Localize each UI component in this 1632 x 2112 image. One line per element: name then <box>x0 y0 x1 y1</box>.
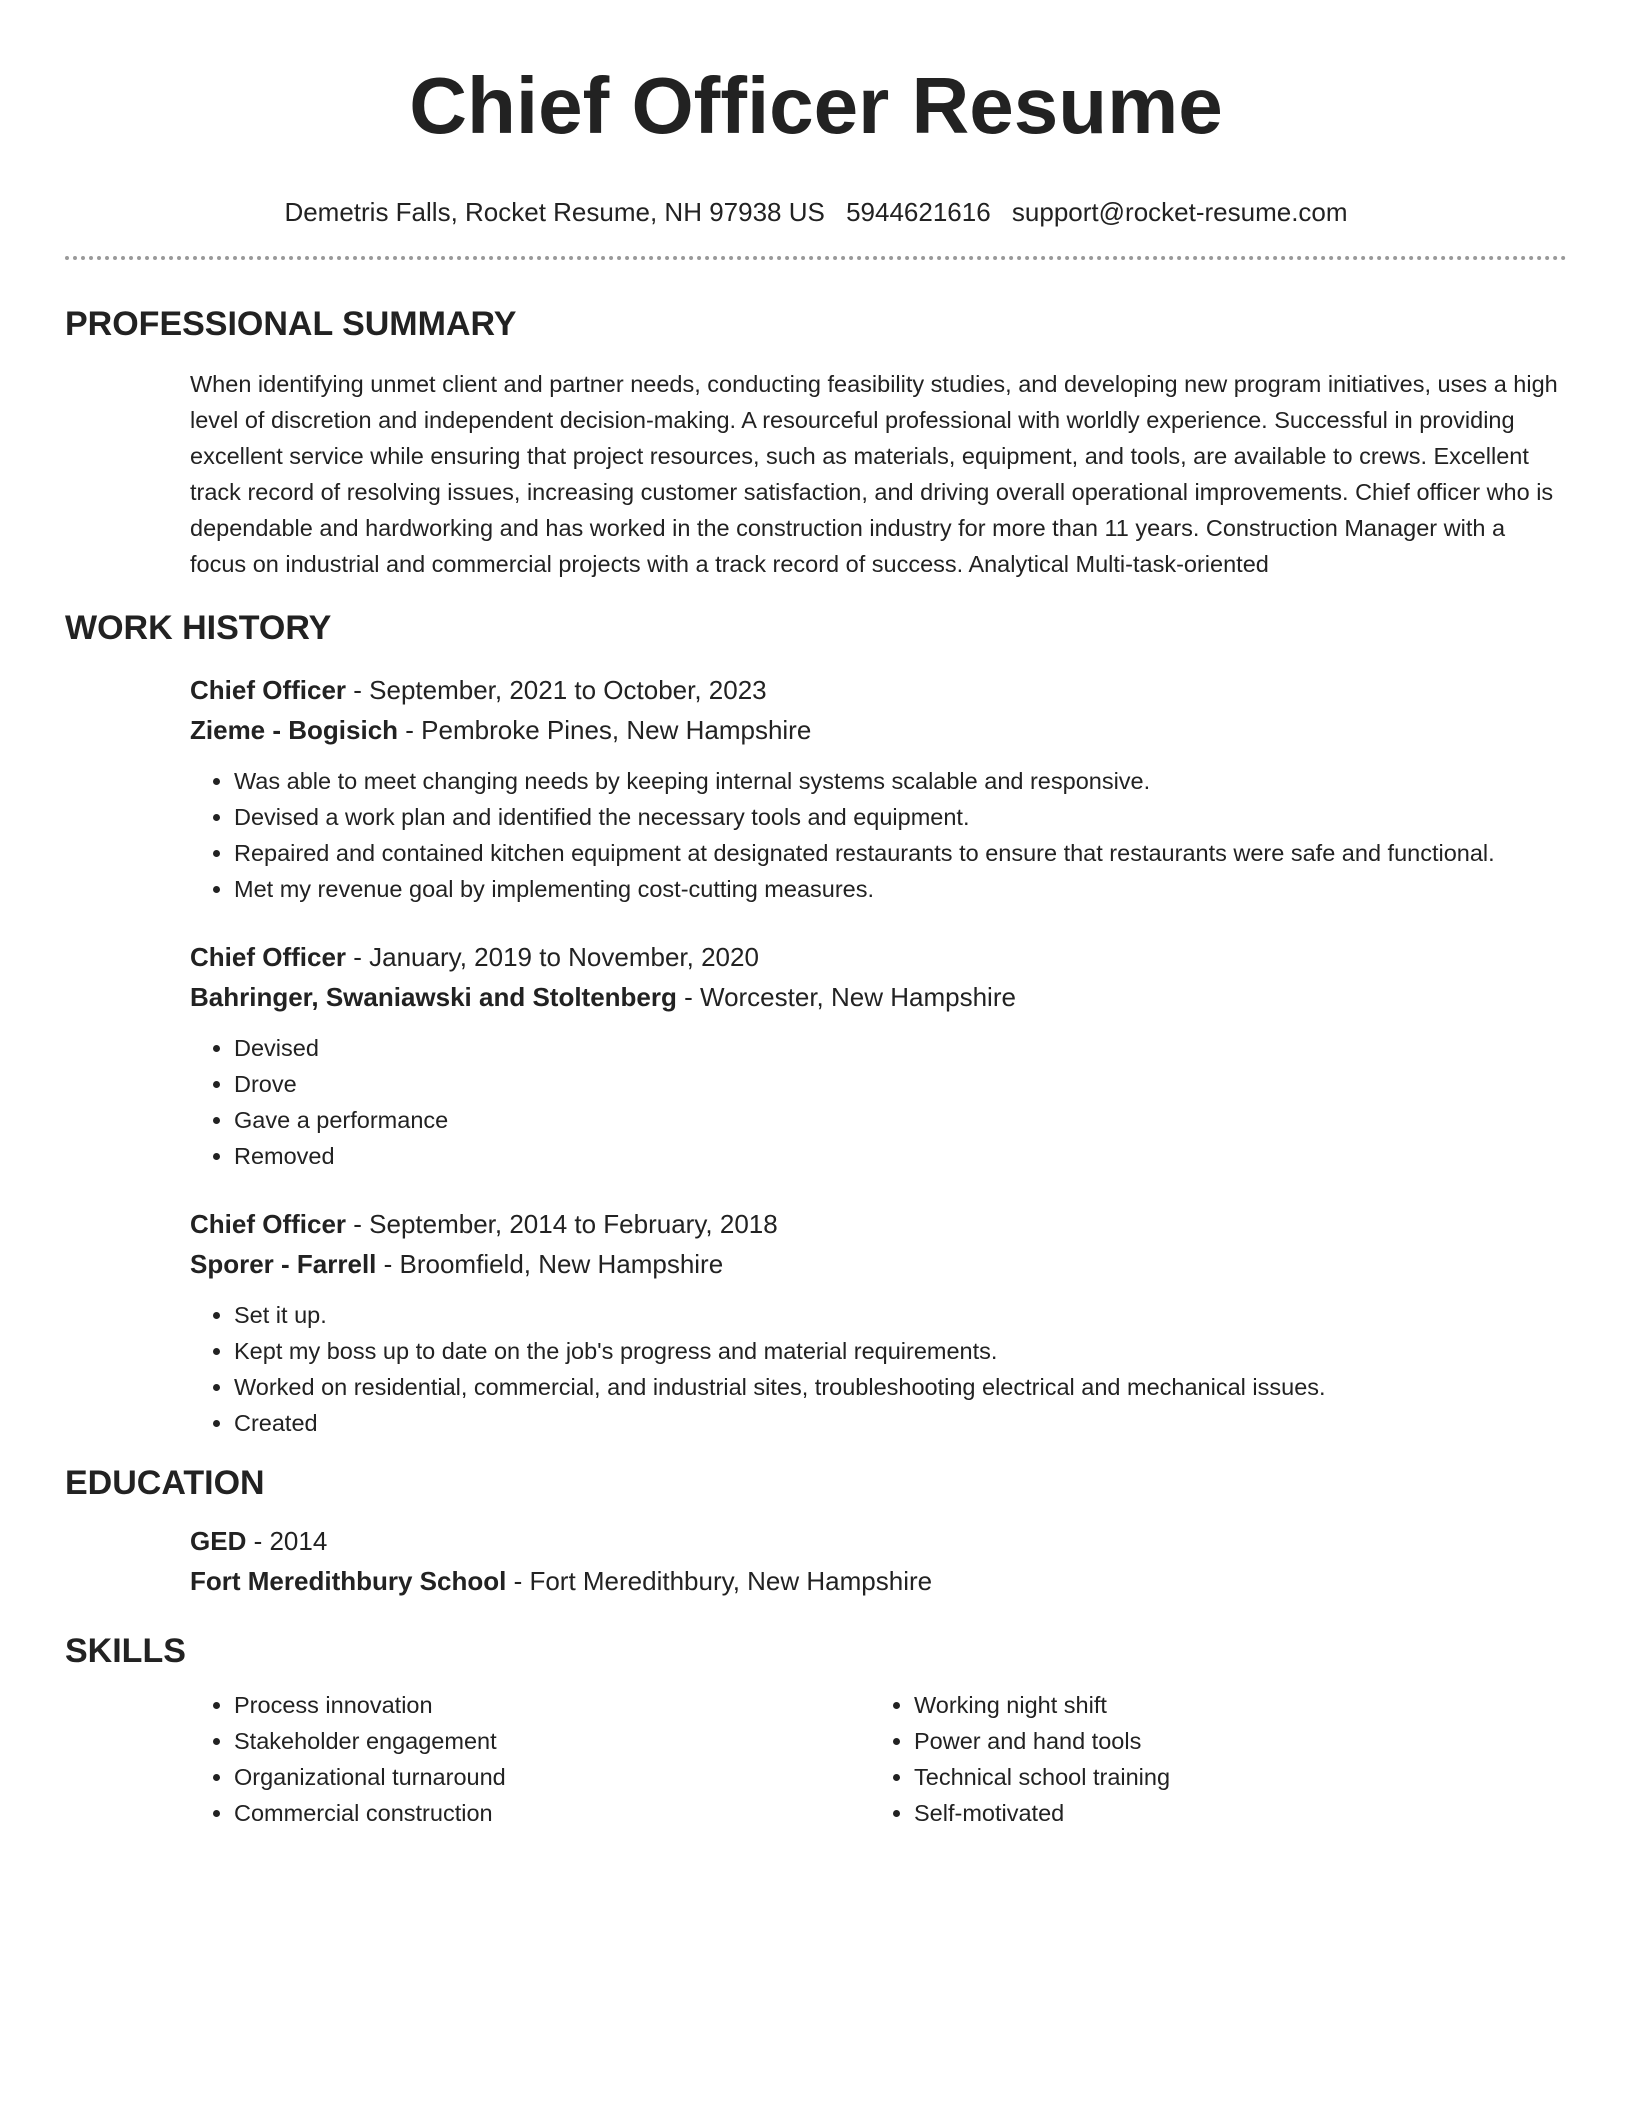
job-location: - Broomfield, New Hampshire <box>376 1249 724 1279</box>
skill-item: • Stakeholder engagement <box>234 1723 870 1759</box>
education-school-line <box>190 1561 1567 1601</box>
education-year: - 2014 <box>246 1526 328 1556</box>
job-bullets <box>190 1297 1567 1441</box>
skill-item: • Self-motivated <box>914 1795 1550 1831</box>
job-bullet: • Was able to meet changing needs by keeping internal systems scalable and responsive. <box>234 763 1567 799</box>
job-title: Chief Officer <box>190 942 347 972</box>
skill-item: • Power and hand tools <box>914 1723 1550 1759</box>
skills-bullets <box>190 1687 870 1831</box>
job-location: - Worcester, New Hampshire <box>676 982 1016 1012</box>
job-company: Sporer - Farrell <box>190 1249 377 1279</box>
skill-item: • Process innovation <box>234 1687 870 1723</box>
job-location: - Pembroke Pines, New Hampshire <box>398 715 812 745</box>
skills-column-left <box>190 1687 870 1831</box>
job-entry <box>190 1204 1567 1441</box>
summary-text: When identifying unmet client and partner needs, conducting feasibility studies, and developing new program initiatives, uses a high level of discretion and independent decision-making. A resourceful professional with worldly experience. Successful in providing excellent service while ensuring that project resources, such as materials, equipment, and tools, are available to crews. Excellent track record of resolving issues, increasing customer satisfaction, and driving overall operational improvements. Chief officer who is dependable and hardworking and has worked in the construction industry for more than 11 years. Construction Manager with a focus on industrial and commercial projects with a track record of success. Analytical Multi-task-oriented <box>190 371 1558 577</box>
job-bullets <box>190 1030 1567 1174</box>
job-company: Zieme - Bogisich <box>190 715 399 745</box>
contact-email: support@rocket-resume.com <box>1011 197 1348 227</box>
job-bullet: • Worked on residential, commercial, and industrial sites, troubleshooting electrical and mechanical issues. <box>234 1369 1567 1405</box>
job-company-line <box>190 977 1567 1017</box>
job-bullet: • Removed <box>234 1138 1567 1174</box>
job-title-line <box>190 937 1567 977</box>
job-bullet: • Set it up. <box>234 1297 1567 1333</box>
job-title-line <box>190 1204 1567 1244</box>
education-heading: EDUCATION <box>65 1464 265 1502</box>
job-dates: - September, 2014 to February, 2018 <box>346 1209 778 1239</box>
skill-item: • Commercial construction <box>234 1795 870 1831</box>
job-bullet: • Repaired and contained kitchen equipment at designated restaurants to ensure that restaurants were safe and functional. <box>234 835 1567 871</box>
header-divider <box>65 256 1567 260</box>
job-bullet: • Devised a work plan and identified the necessary tools and equipment. <box>234 799 1567 835</box>
skills-list <box>190 1687 1567 1831</box>
job-dates: - January, 2019 to November, 2020 <box>346 942 759 972</box>
education-location: - Fort Meredithbury, New Hampshire <box>506 1566 933 1596</box>
job-entry <box>190 937 1567 1174</box>
skill-item: • Organizational turnaround <box>234 1759 870 1795</box>
skill-item: • Technical school training <box>914 1759 1550 1795</box>
job-title: Chief Officer <box>190 675 347 705</box>
job-bullets <box>190 763 1567 907</box>
education-entry <box>190 1521 1567 1601</box>
job-company: Bahringer, Swaniawski and Stoltenberg <box>190 982 677 1012</box>
skill-item: • Working night shift <box>914 1687 1550 1723</box>
job-title-line <box>190 670 1567 710</box>
job-bullet: • Gave a performance <box>234 1102 1567 1138</box>
resume-title: Chief Officer Resume <box>409 61 1223 150</box>
education-degree-line <box>190 1521 1567 1561</box>
job-bullet: • Kept my boss up to date on the job's progress and material requirements. <box>234 1333 1567 1369</box>
job-bullet: • Drove <box>234 1066 1567 1102</box>
education-degree: GED <box>190 1526 247 1556</box>
job-bullet: • Met my revenue goal by implementing cost-cutting measures. <box>234 871 1567 907</box>
job-dates: - September, 2021 to October, 2023 <box>346 675 767 705</box>
skills-column-right <box>870 1687 1550 1831</box>
contact-address: Demetris Falls, Rocket Resume, NH 97938 US <box>284 197 825 227</box>
job-bullet: • Devised <box>234 1030 1567 1066</box>
job-company-line <box>190 710 1567 750</box>
contact-line <box>65 196 1567 228</box>
summary-heading: PROFESSIONAL SUMMARY <box>65 305 517 343</box>
job-bullet: • Created <box>234 1405 1567 1441</box>
job-title: Chief Officer <box>190 1209 347 1239</box>
job-company-line <box>190 1244 1567 1284</box>
job-entry <box>190 670 1567 907</box>
contact-phone: 5944621616 <box>846 197 991 227</box>
skills-bullets <box>870 1687 1550 1831</box>
education-school: Fort Meredithbury School <box>190 1566 507 1596</box>
work-history-heading: WORK HISTORY <box>65 609 332 647</box>
skills-heading: SKILLS <box>65 1632 186 1670</box>
